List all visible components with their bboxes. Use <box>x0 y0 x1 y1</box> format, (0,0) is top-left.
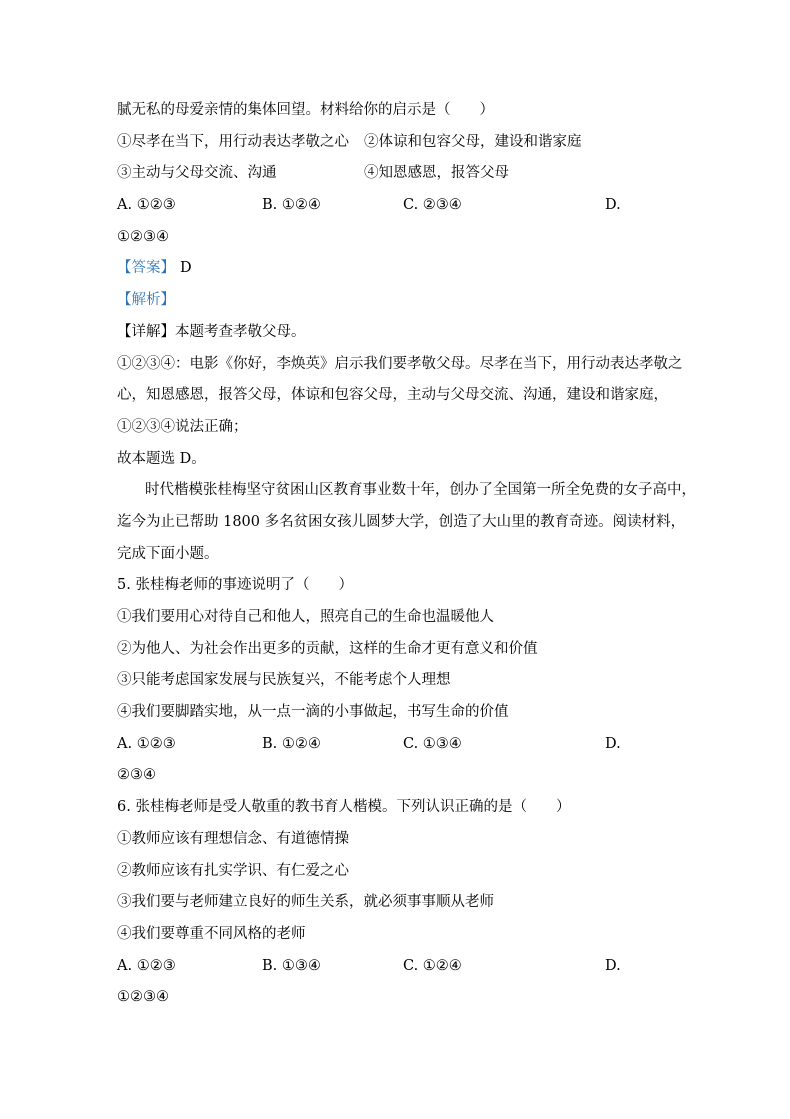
q4-detail-line-5: 故本题选 D。 <box>117 450 206 467</box>
passage-line-3: 完成下面小题。 <box>117 545 219 562</box>
q6-item-2: ②教师应该有扎实学识、有仁爱之心 <box>117 862 349 879</box>
q6-option-d: D. <box>605 957 621 974</box>
q5-item-3: ③只能考虑国家发展与民族复兴，不能考虑个人理想 <box>117 672 451 689</box>
q6-option-a: A. ①②③ <box>117 957 176 974</box>
q4-options-row <box>117 190 770 222</box>
q5-item-2: ②为他人、为社会作出更多的贡献，这样的生命才更有意义和价值 <box>117 640 538 657</box>
q5-item-1: ①我们要用心对待自己和他人，照亮自己的生命也温暖他人 <box>117 609 494 625</box>
q4-item-1: ①尽孝在当下，用行动表达孝敬之心 <box>117 133 349 150</box>
q4-option-b: B. ①②④ <box>262 197 321 214</box>
q4-items-row1 <box>117 127 770 159</box>
q5-option-c: C. ①③④ <box>403 735 462 752</box>
q5-stem: 5. 张桂梅老师的事迹说明了（ ） <box>117 577 353 594</box>
q6-item-3: ③我们要与老师建立良好的师生关系，就必须事事顺从老师 <box>117 894 494 911</box>
q6-item-1: ①教师应该有理想信念、有道德情操 <box>117 830 349 847</box>
q6-stem: 6. 张桂梅老师是受人敬重的教书育人楷模。下列认识正确的是（ ） <box>117 799 571 816</box>
q6-options-row <box>117 951 770 983</box>
q5-item-4: ④我们要脚踏实地，从一点一滴的小事做起，书写生命的价值 <box>117 704 509 721</box>
q4-option-a: A. ①②③ <box>117 197 176 214</box>
q5-options-row <box>117 729 770 761</box>
analysis-label: 【解析】 <box>117 292 175 309</box>
q4-analysis-line <box>117 285 770 317</box>
q6-option-c: C. ①②④ <box>403 957 462 974</box>
q4-option-c: C. ②③④ <box>403 197 462 214</box>
q5-option-b: B. ①②④ <box>262 735 321 752</box>
q4-option-d-wrap: ①②③④ <box>117 228 169 245</box>
q4-item-3: ③主动与父母交流、沟通 <box>117 165 277 182</box>
q4-items-row2 <box>117 158 770 190</box>
q4-option-d: D. <box>605 197 621 214</box>
q4-item-2: ②体谅和包容父母，建设和谐家庭 <box>364 133 582 150</box>
q4-answer-line <box>117 253 770 285</box>
q4-stem-continuation: 腻无私的母爱亲情的集体回望。材料给你的启示是（ ） <box>117 102 494 118</box>
q6-item-4: ④我们要尊重不同风格的老师 <box>117 925 306 942</box>
q6-option-b: B. ①③④ <box>262 957 321 974</box>
answer-label: 【答案】 <box>117 260 175 277</box>
q4-item-4: ④知恩感恩，报答父母 <box>364 165 509 182</box>
answer-value: D <box>180 260 192 277</box>
q4-detail-line-2: ①②③④：电影《你好，李焕英》启示我们要孝敬父母。尽孝在当下，用行动表达孝敬之 <box>117 355 683 372</box>
q5-option-d: D. <box>605 735 621 752</box>
q4-detail-line-4: ①②③④说法正确； <box>117 418 248 435</box>
q4-detail-line-3: 心，知恩感恩，报答父母，体谅和包容父母，主动与父母交流、沟通，建设和谐家庭， <box>117 387 668 404</box>
q5-option-a: A. ①②③ <box>117 735 176 752</box>
q5-option-d-wrap: ②③④ <box>117 767 156 784</box>
q4-detail-line-1: 【详解】本题考查孝敬父母。 <box>117 323 306 340</box>
passage-line-1: 时代楷模张桂梅坚守贫困山区教育事业数十年，创办了全国第一所全免费的女子高中， <box>145 482 696 499</box>
passage-line-2: 迄今为止已帮助 1800 多名贫困女孩儿圆梦大学，创造了大山里的教育奇迹。阅读材料， <box>117 513 686 530</box>
q6-option-d-wrap: ①②③④ <box>117 989 169 1006</box>
